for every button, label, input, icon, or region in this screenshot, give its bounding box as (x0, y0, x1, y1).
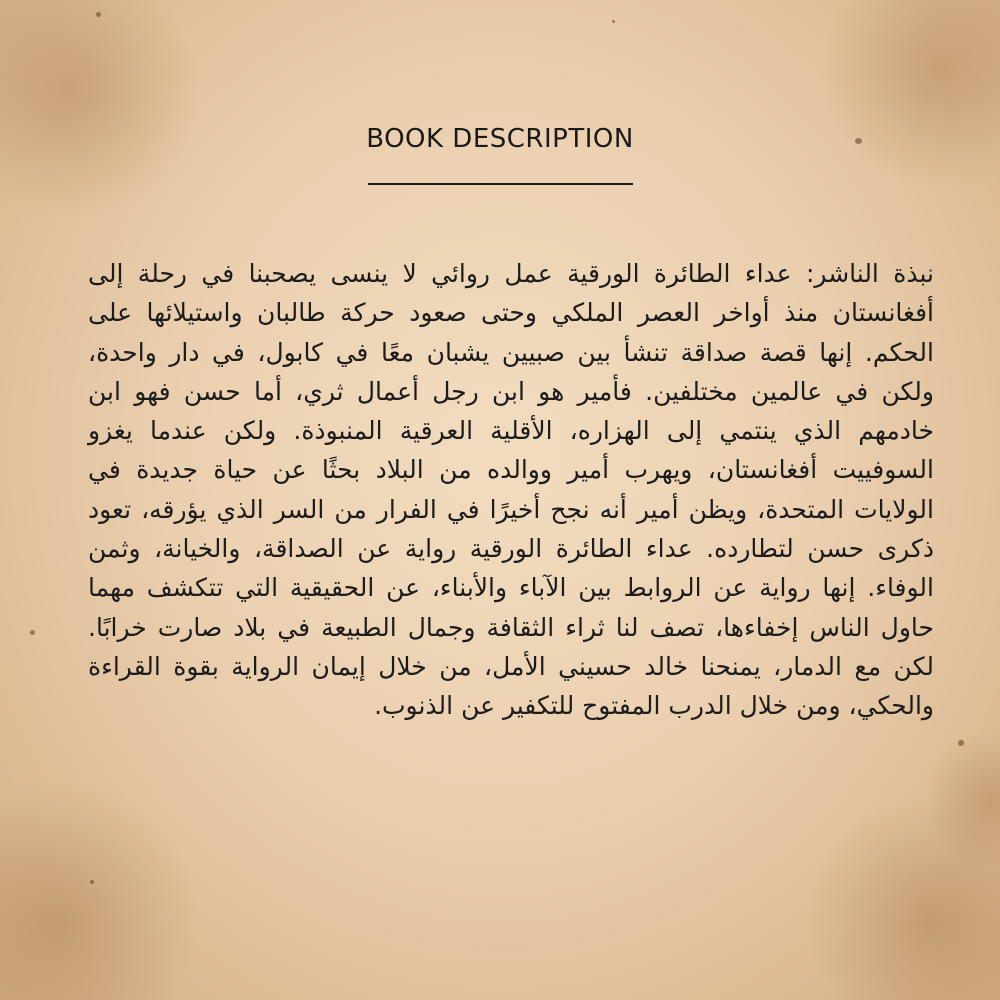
page-title: BOOK DESCRIPTION (366, 124, 634, 154)
paper-speck (96, 12, 101, 17)
book-description-text: نبذة الناشر: عداء الطائرة الورقية عمل روائي لا ينسى يصحبنا في رحلة إلى أفغانستان منذ أواخر العصر الملكي وحتى صعود حركة طالبان واستيلائها على الحكم. إنها قصة صداقة تنشأ بين صبيين يشبان معًا في كابول، في دار واحدة، ولكن في عالمين مختلفين. فأمير هو ابن رجل أعمال ثري، أما حسن فهو ابن خادمهم الذي ينتمي إلى الهزاره، الأقلية العرقية المنبوذة. ولكن عندما يغزو السوفييت أفغانستان، ويهرب أمير ووالده من البلاد بحثًا عن حياة جديدة في الولايات المتحدة، ويظن أمير أنه نجح أخيرًا في الفرار من السر الذي يؤرقه، تعود ذكرى حسن لتطارده. عداء الطائرة الورقية رواية عن الصداقة، والخيانة، وثمن الوفاء. إنها رواية عن الروابط بين الآباء والأبناء، عن الحقيقية التي تتكشف مهما حاول الناس إخفاءها، تصف لنا ثراء الثقافة وجمال الطبيعة في بلاد صارت خرابًا. لكن مع الدمار، يمنحنا خالد حسيني الأمل، من خلال إيمان الرواية بقوة القراءة والحكي، ومن خلال الدرب المفتوح للتكفير عن الذنوب. (88, 259, 934, 721)
paper-stain (0, 0, 200, 220)
paper-speck (90, 880, 94, 884)
paper-stain (820, 0, 1000, 190)
paper-speck (958, 740, 964, 746)
paper-stain (0, 780, 200, 1000)
paper-speck (612, 20, 615, 23)
paper-speck (30, 630, 35, 635)
title-underline (368, 183, 633, 185)
